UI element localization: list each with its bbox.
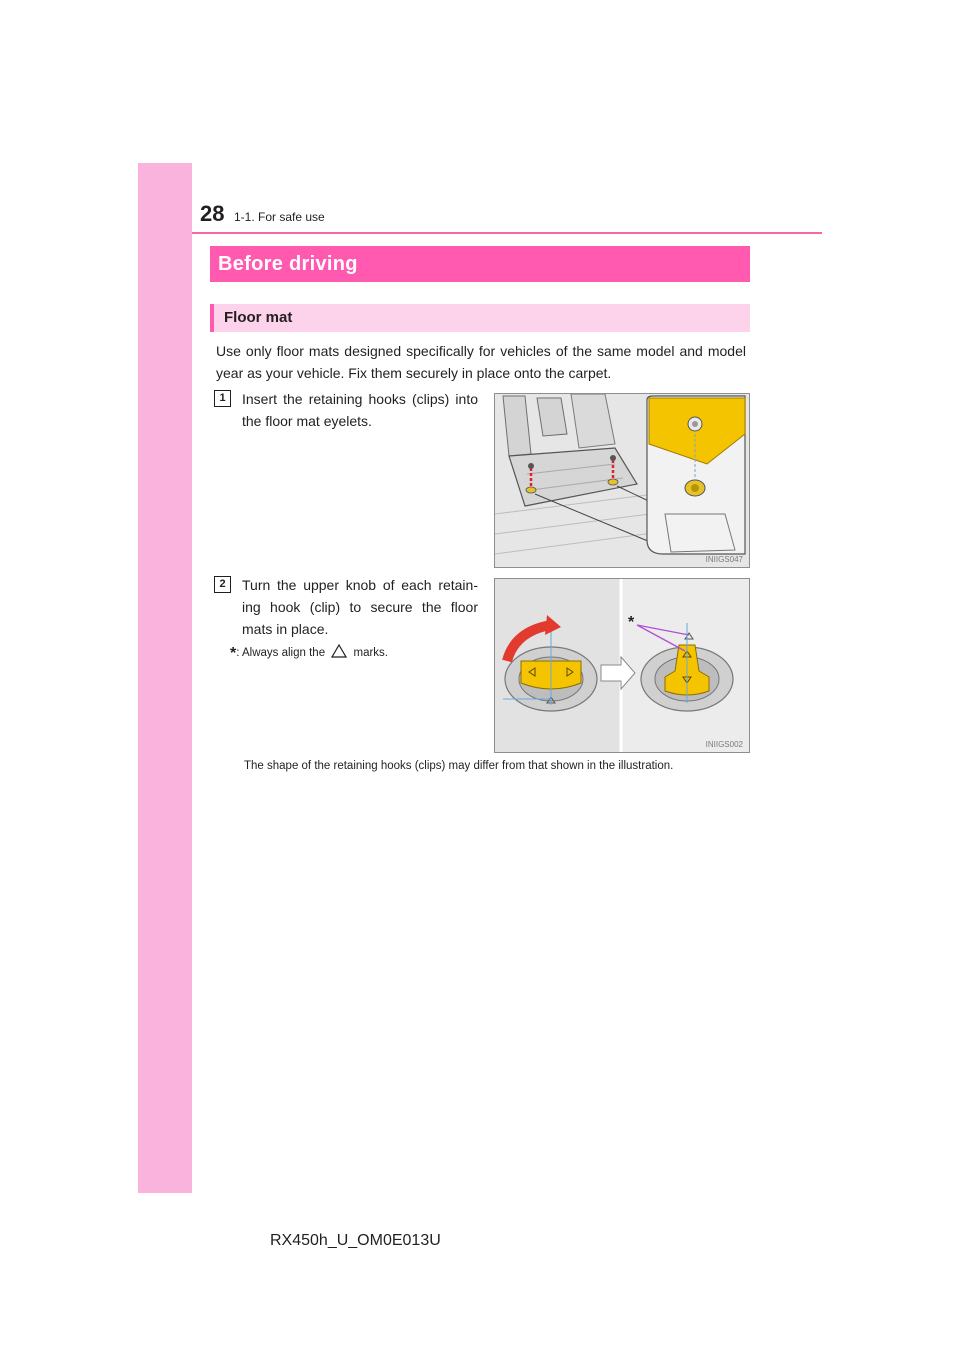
figure-2-code: INIIGS002 — [705, 740, 743, 749]
note-suffix: marks. — [353, 647, 388, 659]
page-title: Before driving — [210, 246, 750, 282]
illustration-caption: The shape of the retaining hooks (clips) may differ from that shown in the illustration. — [244, 760, 674, 772]
alignment-note — [230, 644, 388, 663]
page-number: 28 — [200, 201, 225, 226]
note-prefix: : Always align the — [236, 647, 326, 659]
turn-knob-illustration — [494, 578, 750, 753]
section-label: 1-1. For safe use — [234, 210, 325, 224]
step-2-badge: 2 — [214, 576, 231, 593]
floor-mat-hooks-illustration — [494, 393, 750, 568]
note-asterisk: * — [230, 645, 237, 662]
figure-1-code: INIIGS047 — [705, 555, 743, 564]
intro-paragraph: Use only floor mats designed specifically for vehicles of the same model and model year as your vehicle. Fix them securely in place onto the carpet. — [216, 343, 746, 381]
step-1-text: Insert the retaining hooks (clips) into the floor mat eyelets. — [242, 391, 478, 429]
floor-mat-drawing — [495, 394, 749, 567]
figure-2-asterisk: * — [628, 614, 635, 631]
subsection-title: Floor mat — [210, 304, 750, 332]
knob-drawing — [495, 579, 749, 752]
step-2-text: Turn the upper knob of each retain-ing hook (clip) to secure the floor mats in place. — [242, 577, 478, 637]
triangle-mark-icon — [331, 644, 347, 658]
side-tab-band — [138, 163, 192, 1193]
step-1-badge: 1 — [214, 390, 231, 407]
footer-code: RX450h_U_OM0E013U — [270, 1232, 441, 1249]
header-rule — [192, 232, 822, 234]
